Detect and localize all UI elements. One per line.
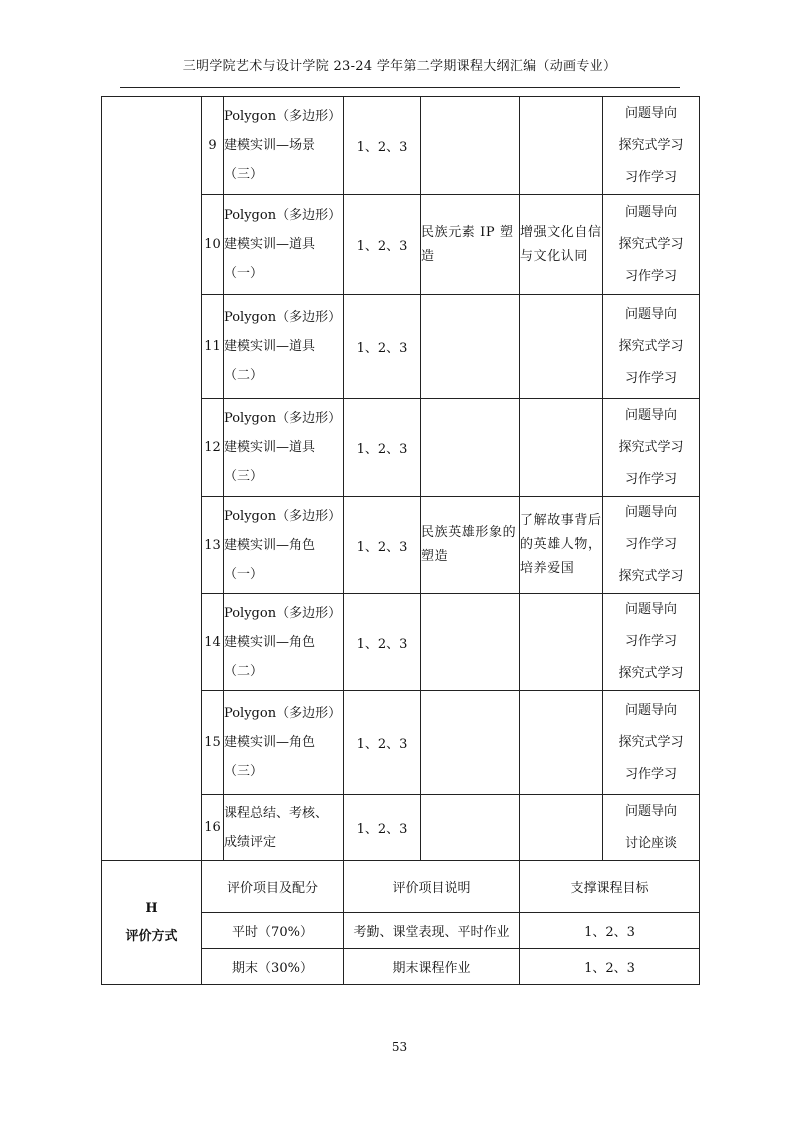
course-goal: 1、2、3 [356, 539, 408, 555]
ideological-element: 民族英雄形象的塑造 [421, 525, 517, 564]
course-goal: 1、2、3 [356, 341, 408, 356]
ideological-objective-cell [520, 195, 603, 295]
week-number-cell [202, 795, 224, 861]
content-line: 建模实训—道具 [224, 339, 316, 354]
ideological-element: 民族元素 IP 塑造 [421, 224, 514, 264]
ideological-element-cell [421, 195, 520, 295]
ideological-objective-cell [520, 295, 603, 399]
week-number: 12 [204, 440, 221, 455]
course-goal: 1、2、3 [356, 636, 408, 652]
content-line: 建模实训—角色 [224, 537, 316, 553]
content-cell [224, 399, 344, 497]
teaching-method: 探究式学习 [618, 439, 684, 455]
ideological-objective-cell [520, 497, 603, 594]
evaluation-header-row [102, 861, 700, 913]
evaluation-header-label: 评价项目及配分 [226, 881, 318, 896]
content-line: （二） [224, 663, 264, 679]
teaching-method: 探究式学习 [618, 137, 684, 153]
content-line: 成绩评定 [224, 834, 277, 850]
content-line: Polygon（多边形） [224, 605, 342, 621]
course-goal: 1、2、3 [356, 822, 408, 837]
evaluation-description-cell [344, 949, 520, 985]
schedule-section-cell [102, 97, 202, 861]
content-line: （三） [224, 764, 264, 779]
content-cell [224, 795, 344, 861]
teaching-method: 探究式学习 [618, 734, 684, 750]
evaluation-item-cell [202, 913, 344, 949]
content-line: 建模实训—道具 [224, 237, 316, 252]
teaching-method-cell [603, 594, 700, 691]
teaching-method: 探究式学习 [618, 338, 684, 354]
ideological-objective: 了解故事背后的英雄人物，培养爱国 [520, 513, 602, 576]
week-number-cell [202, 594, 224, 691]
teaching-method-cell [603, 295, 700, 399]
evaluation-targets-cell [520, 913, 700, 949]
teaching-method: 问题导向 [624, 306, 677, 322]
teaching-method: 习作学习 [624, 268, 677, 284]
teaching-method: 习作学习 [624, 471, 677, 487]
content-line: 建模实训—场景 [224, 138, 316, 153]
evaluation-header-label: 支撑课程目标 [570, 881, 649, 896]
teaching-method: 问题导向 [624, 204, 677, 220]
content-cell [224, 97, 344, 195]
ideological-element-cell [421, 295, 520, 399]
content-line: 建模实训—道具 [224, 440, 316, 455]
teaching-method: 问题导向 [624, 407, 677, 423]
evaluation-description: 考勤、课堂表现、平时作业 [353, 925, 510, 940]
content-line: Polygon（多边形） [224, 109, 342, 124]
content-line: （三） [224, 167, 264, 182]
ideological-objective-cell [520, 399, 603, 497]
content-cell [224, 195, 344, 295]
evaluation-targets-cell [520, 949, 700, 985]
evaluation-section-label: 评价方式 [125, 928, 178, 944]
week-number-cell [202, 97, 224, 195]
week-number-cell [202, 295, 224, 399]
evaluation-column-header [344, 861, 520, 913]
content-cell [224, 594, 344, 691]
week-number-cell [202, 399, 224, 497]
ideological-element-cell [421, 795, 520, 861]
goal-cell [344, 497, 421, 594]
content-line: Polygon（多边形） [224, 310, 342, 325]
evaluation-targets: 1、2、3 [584, 961, 635, 976]
teaching-method: 习作学习 [624, 537, 677, 552]
teaching-method: 问题导向 [624, 105, 677, 121]
week-number: 14 [204, 634, 221, 650]
page-number: 53 [391, 1040, 408, 1054]
content-line: （一） [224, 266, 264, 281]
goal-cell [344, 295, 421, 399]
content-line: （一） [224, 566, 264, 582]
goal-cell [344, 97, 421, 195]
goal-cell [344, 195, 421, 295]
content-cell [224, 295, 344, 399]
content-line: （三） [224, 469, 264, 484]
teaching-method: 问题导向 [624, 803, 677, 819]
week-number: 15 [204, 735, 221, 750]
evaluation-column-header [520, 861, 700, 913]
teaching-method-cell [603, 497, 700, 594]
evaluation-item-cell [202, 949, 344, 985]
teaching-method: 习作学习 [624, 370, 677, 386]
week-number: 16 [204, 820, 221, 835]
content-line: （二） [224, 368, 264, 383]
content-line: Polygon（多边形） [224, 208, 342, 223]
goal-cell [344, 795, 421, 861]
evaluation-section-cell [102, 861, 202, 985]
evaluation-section-number: H [145, 900, 158, 916]
evaluation-description-cell [344, 913, 520, 949]
goal-cell [344, 594, 421, 691]
week-number: 11 [204, 339, 221, 354]
course-goal: 1、2、3 [356, 737, 408, 752]
week-number: 10 [204, 237, 221, 252]
teaching-method: 习作学习 [624, 634, 677, 649]
ideological-element-cell [421, 497, 520, 594]
evaluation-column-header [202, 861, 344, 913]
teaching-method: 问题导向 [624, 602, 677, 617]
teaching-method: 探究式学习 [618, 236, 684, 252]
teaching-method-cell [603, 399, 700, 497]
ideological-element-cell [421, 399, 520, 497]
ideological-objective-cell [520, 691, 603, 795]
content-cell [224, 691, 344, 795]
course-goal: 1、2、3 [356, 239, 408, 254]
content-cell [224, 497, 344, 594]
goal-cell [344, 691, 421, 795]
content-line: Polygon（多边形） [224, 706, 342, 721]
header-rule [120, 87, 680, 88]
content-line: 课程总结、考核、 [224, 805, 329, 821]
evaluation-item: 平时（70%） [232, 925, 313, 940]
teaching-method: 讨论座谈 [624, 835, 677, 851]
schedule-row [102, 97, 700, 195]
teaching-method: 探究式学习 [618, 569, 684, 584]
teaching-method-cell [603, 795, 700, 861]
week-number-cell [202, 691, 224, 795]
ideological-objective-cell [520, 795, 603, 861]
evaluation-targets: 1、2、3 [584, 925, 635, 940]
ideological-objective: 增强文化自信与文化认同 [520, 224, 602, 264]
week-number-cell [202, 195, 224, 295]
content-line: Polygon（多边形） [224, 411, 342, 426]
evaluation-description: 期末课程作业 [392, 961, 471, 976]
teaching-method-cell [603, 195, 700, 295]
course-goal: 1、2、3 [356, 442, 408, 457]
goal-cell [344, 399, 421, 497]
teaching-method-cell [603, 691, 700, 795]
teaching-method: 习作学习 [624, 766, 677, 782]
ideological-objective-cell [520, 594, 603, 691]
ideological-element-cell [421, 97, 520, 195]
ideological-objective-cell [520, 97, 603, 195]
evaluation-item: 期末（30%） [232, 961, 313, 976]
teaching-method: 习作学习 [624, 169, 677, 185]
teaching-method-cell [603, 97, 700, 195]
course-outline-table [101, 96, 700, 985]
evaluation-header-label: 评价项目说明 [392, 881, 471, 896]
week-number: 9 [208, 138, 217, 153]
teaching-method: 问题导向 [624, 702, 677, 718]
teaching-method: 探究式学习 [618, 666, 684, 681]
course-goal: 1、2、3 [356, 140, 408, 155]
content-line: Polygon（多边形） [224, 508, 342, 524]
week-number-cell [202, 497, 224, 594]
content-line: 建模实训—角色 [224, 634, 316, 650]
week-number: 13 [204, 537, 221, 553]
ideological-element-cell [421, 691, 520, 795]
ideological-element-cell [421, 594, 520, 691]
running-header-title: 三明学院艺术与设计学院 23-24 学年第二学期课程大纲汇编（动画专业） [182, 59, 617, 74]
content-line: 建模实训—角色 [224, 735, 316, 750]
teaching-method: 问题导向 [624, 505, 677, 520]
